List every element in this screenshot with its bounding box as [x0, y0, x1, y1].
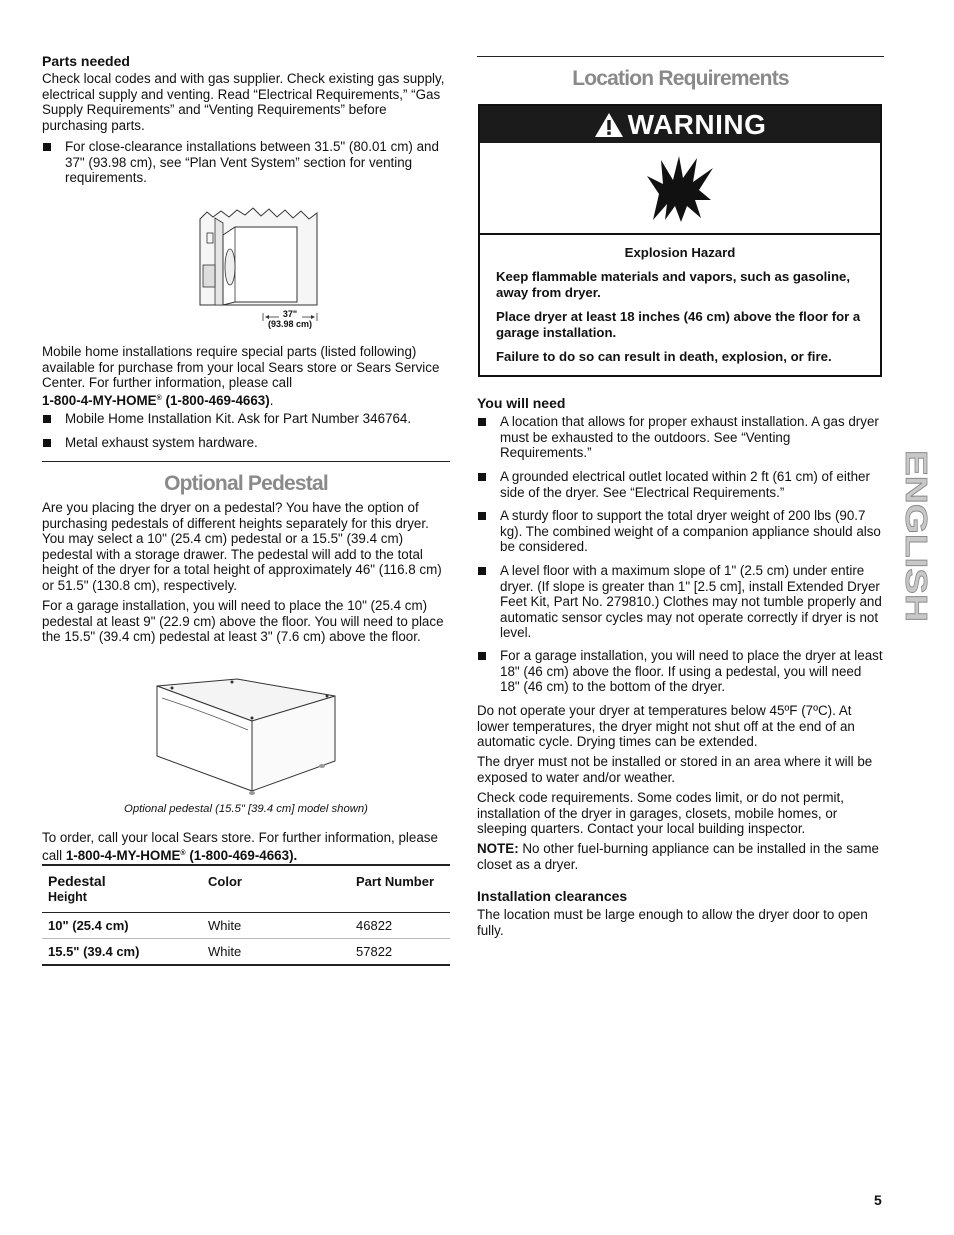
warning-hazard: Explosion Hazard	[624, 245, 736, 260]
row-1-color: White	[208, 917, 242, 933]
english-side-tab	[898, 450, 938, 625]
pedestal-illustration	[152, 676, 342, 796]
order-text	[42, 830, 450, 863]
table-header-row	[42, 866, 450, 912]
pedestal-table-wrap	[42, 864, 450, 966]
warning-image-area	[480, 143, 880, 235]
optional-pedestal-heading: Optional Pedestal	[164, 472, 328, 495]
need-bullet-3: A sturdy floor to support the total dryer weight of 200 lbs (90.7 kg). The combined weight of a companion appliance should also be considered.	[477, 508, 884, 555]
row-1-height: 10" (25.4 cm)	[48, 917, 129, 933]
note-para	[477, 841, 884, 872]
note-text: No other fuel-burning appliance can be installed in the same closet as a dryer.	[477, 841, 879, 872]
table-header-part-number: Part Number	[356, 874, 435, 889]
row-2-color: White	[208, 943, 242, 959]
warning-line-3: Failure to do so can result in death, explosion, or fire.	[496, 349, 832, 364]
weather-para: The dryer must not be installed or stored in an area where it will be exposed to water and/or weather.	[477, 754, 873, 785]
installation-clearances-heading: Installation clearances	[477, 888, 628, 904]
table-row	[42, 938, 450, 964]
warning-box	[478, 104, 882, 377]
code-para: Check code requirements. Some codes limit, or do not permit, installation of the dryer in garages, closets, mobile homes, or sleeping quarters. Contact your local building inspector.	[477, 790, 844, 837]
table-row	[42, 912, 450, 938]
need-bullet-2: A grounded electrical outlet located within 2 ft (61 cm) of either side of the dryer. See “Electrical Requirements.”	[477, 469, 884, 500]
mobile-home-phone-alt: (1-800-469-4663)	[161, 392, 270, 408]
closet-dim-cm: (93.98 cm)	[267, 319, 313, 329]
row-2-height: 15.5" (39.4 cm)	[48, 943, 140, 959]
need-bullet-4: A level floor with a maximum slope of 1" (2.5 cm) under entire dryer. (If slope is greater than 1" [2.5 cm], install Extended Dryer Feet Kit, Part No. 279810.) Clothes may not tumble properly and automatic sensor cycles may not operate correctly if dryer is not level.	[477, 563, 884, 641]
pedestal-caption: Optional pedestal (15.5" [39.4 cm] model shown)	[124, 803, 368, 815]
pedestal-table	[42, 866, 450, 964]
need-bullet-5: For a garage installation, you will need to place the dryer at least 18" (46 cm) above the floor. If using a pedestal, you will need 18" (46 cm) to the bottom of the dryer.	[477, 648, 884, 695]
mobile-home-phone: 1-800-4-MY-HOME	[42, 392, 157, 408]
pedestal-para-2: For a garage installation, you will need to place the 10" (25.4 cm) pedestal at least 9" (22.9 cm) above the floor. You will need to place the 15.5" (39.4 cm) pedestal at least 3" (7.6 cm) above the floor.	[42, 598, 444, 645]
row-2-part: 57822	[356, 943, 393, 959]
row-1-part: 46822	[356, 917, 393, 933]
note-label: NOTE:	[477, 841, 519, 856]
page-number: 5	[874, 1192, 882, 1208]
warning-title: WARNING	[627, 108, 767, 140]
need-bullet-1: A location that allows for proper exhaust installation. A gas dryer must be exhausted to the outdoors. See “Venting Requirements.”	[477, 414, 884, 461]
mobile-home-text: Mobile home installations require special parts (listed following) available for purchase from your local Sears store or Sears Service Center. For further information, please call	[42, 344, 440, 391]
warning-triangle-icon	[594, 112, 624, 138]
mobile-home-body	[42, 344, 450, 408]
temperature-para: Do not operate your dryer at temperatures below 45ºF (7ºC). At lower temperatures, the dryer might not shut off at the end of an automatic cycle. Drying times can be extended.	[477, 703, 855, 750]
mobile-home-bullet-2: Metal exhaust system hardware.	[42, 435, 450, 451]
section-divider	[477, 56, 884, 57]
english-tab-text: ENGLISH	[899, 450, 934, 588]
location-requirements-heading: Location Requirements	[572, 67, 789, 90]
order-body: To order, call your local Sears store. For further information, please call	[42, 830, 438, 863]
order-phone: 1-800-4-MY-HOME	[65, 847, 181, 863]
warning-header	[480, 106, 880, 143]
table-header-color: Color	[208, 874, 242, 889]
table-header-pedestal: Pedestal Height	[48, 873, 106, 904]
reg-mark: ®	[156, 394, 162, 402]
closet-dimension	[263, 309, 317, 329]
you-will-need-heading: You will need	[477, 395, 566, 411]
pedestal-para-1: Are you placing the dryer on a pedestal? You have the option of purchasing pedestals of different heights separately for this dryer. You may select a 10" (25.4 cm) pedestal or a 15.5" (39.4 cm) pedestal with a storage drawer. The pedestal will add to the total height of the dryer for a total height of approximately 46" (116.8 cm) or 51.5" (130.8 cm), respectively.	[42, 500, 442, 593]
explosion-icon	[645, 154, 715, 224]
mobile-home-period: .	[269, 392, 274, 408]
warning-text	[480, 235, 880, 365]
closet-dryer-illustration	[197, 205, 327, 335]
order-phone-alt: (1-800-469-4663).	[185, 847, 298, 863]
mobile-home-bullet-1: Mobile Home Installation Kit. Ask for Part Number 346764.	[42, 411, 450, 427]
parts-needed-body: Check local codes and with gas supplier. Check existing gas supply, electrical supply and venting. Read “Electrical Requirements,” “Gas Supply Requirements” and “Venting Requirements” before purchasing parts.	[42, 71, 445, 133]
close-clearance-bullet: For close-clearance installations between 31.5" (80.01 cm) and 37" (93.98 cm), see “Plan Vent System” section for venting requirements.	[42, 139, 450, 186]
installation-clearances-body: The location must be large enough to allow the dryer door to open fully.	[477, 907, 868, 938]
parts-needed-heading: Parts needed	[42, 53, 130, 69]
closet-dim-inches: 37"	[282, 309, 298, 319]
order-reg-mark: ®	[180, 849, 186, 857]
section-divider	[42, 461, 450, 462]
warning-line-2: Place dryer at least 18 inches (46 cm) above the floor for a garage installation.	[496, 309, 861, 340]
warning-line-1: Keep flammable materials and vapors, such as gasoline, away from dryer.	[496, 269, 851, 300]
